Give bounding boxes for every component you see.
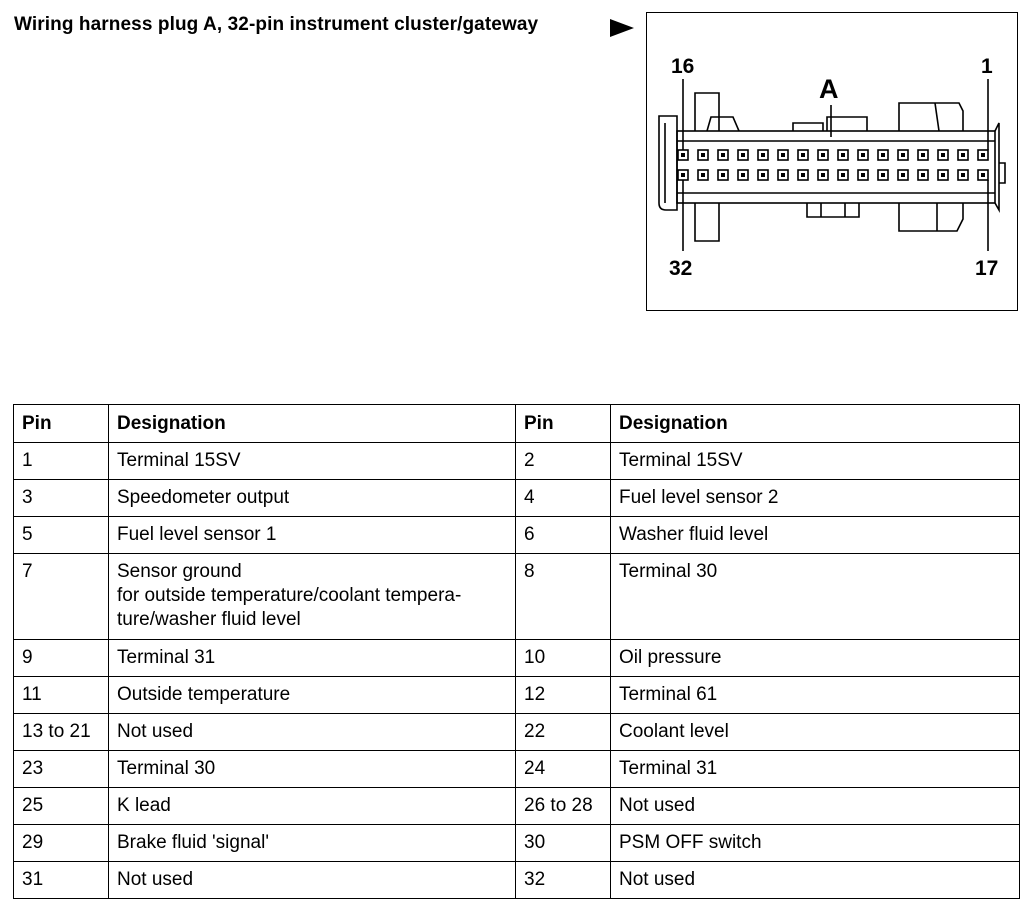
pin-cell: 5	[14, 517, 109, 554]
designation-cell: Washer fluid level	[611, 517, 1020, 554]
pin-cell: 13 to 21	[14, 714, 109, 751]
designation-cell: PSM OFF switch	[611, 825, 1020, 862]
designation-cell: Terminal 61	[611, 677, 1020, 714]
pin-cell: 4	[516, 480, 611, 517]
designation-line: Outside temperature	[117, 684, 291, 705]
pin-cell: 23	[14, 751, 109, 788]
designation-cell	[109, 554, 516, 640]
pin-cell: 7	[14, 554, 109, 640]
header-pin: Pin	[516, 405, 611, 443]
designation-cell: Not used	[611, 862, 1020, 899]
designation-cell: Coolant level	[611, 714, 1020, 751]
pin-label-32: 32	[669, 257, 693, 280]
designation-line: K lead	[117, 795, 171, 816]
table-header-row	[14, 405, 1020, 443]
pin-cell: 1	[14, 443, 109, 480]
designation-cell	[109, 443, 516, 480]
designation-cell: Not used	[611, 788, 1020, 825]
designation-cell	[109, 480, 516, 517]
pin-cell: 10	[516, 640, 611, 677]
pin-cell: 26 to 28	[516, 788, 611, 825]
designation-line: Terminal 31	[117, 647, 216, 668]
designation-cell	[109, 677, 516, 714]
designation-cell	[109, 517, 516, 554]
designation-cell	[109, 788, 516, 825]
designation-line: Sensor ground	[117, 561, 242, 582]
connector-drawing	[647, 13, 1019, 312]
pin-table	[13, 404, 1020, 899]
pin-cell: 12	[516, 677, 611, 714]
designation-cell	[109, 825, 516, 862]
pin-cell: 3	[14, 480, 109, 517]
designation-cell	[109, 751, 516, 788]
pin-cell: 22	[516, 714, 611, 751]
plug-label: A	[819, 74, 839, 104]
table-row	[14, 517, 1020, 554]
designation-cell	[109, 640, 516, 677]
designation-line: Terminal 15SV	[117, 450, 241, 471]
table-row	[14, 714, 1020, 751]
pin-label-16: 16	[671, 55, 695, 78]
pin-cell: 25	[14, 788, 109, 825]
designation-cell: Oil pressure	[611, 640, 1020, 677]
pin-cell: 32	[516, 862, 611, 899]
designation-line: Fuel level sensor 1	[117, 524, 277, 545]
designation-line: Not used	[117, 869, 194, 890]
table-row	[14, 480, 1020, 517]
designation-cell: Terminal 31	[611, 751, 1020, 788]
leader-lines	[683, 79, 988, 251]
header-designation: Designation	[109, 405, 516, 443]
designation-line: Speedometer output	[117, 487, 290, 508]
pin-cell: 11	[14, 677, 109, 714]
arrow-right-icon	[610, 19, 634, 37]
designation-cell: Fuel level sensor 2	[611, 480, 1020, 517]
table-row	[14, 554, 1020, 640]
designation-cell: Terminal 30	[611, 554, 1020, 640]
table-row	[14, 825, 1020, 862]
header-designation: Designation	[611, 405, 1020, 443]
designation-cell	[109, 714, 516, 751]
pin-cell: 24	[516, 751, 611, 788]
pin-cell: 6	[516, 517, 611, 554]
header-pin: Pin	[14, 405, 109, 443]
pin-label-1: 1	[981, 55, 993, 78]
table-row	[14, 788, 1020, 825]
table-row	[14, 862, 1020, 899]
designation-cell: Terminal 15SV	[611, 443, 1020, 480]
connector-housing	[659, 93, 1005, 241]
pin-cell: 2	[516, 443, 611, 480]
table-row	[14, 443, 1020, 480]
designation-cell	[109, 862, 516, 899]
designation-line: Not used	[117, 721, 194, 742]
designation-line: for outside temperature/coolant tempera-	[117, 585, 462, 606]
pin-cell: 29	[14, 825, 109, 862]
pin-label-17: 17	[975, 257, 999, 280]
table-row	[14, 751, 1020, 788]
designation-line: ture/washer fluid level	[117, 609, 301, 630]
pin-cell: 31	[14, 862, 109, 899]
table-row	[14, 677, 1020, 714]
pin-cell: 9	[14, 640, 109, 677]
pin-cell: 30	[516, 825, 611, 862]
pin-cell: 8	[516, 554, 611, 640]
table-row	[14, 640, 1020, 677]
connector-diagram	[646, 12, 1018, 311]
page-title: Wiring harness plug A, 32-pin instrument cluster/gateway	[14, 14, 539, 35]
designation-line: Terminal 30	[117, 758, 216, 779]
designation-line: Brake fluid 'signal'	[117, 832, 269, 853]
